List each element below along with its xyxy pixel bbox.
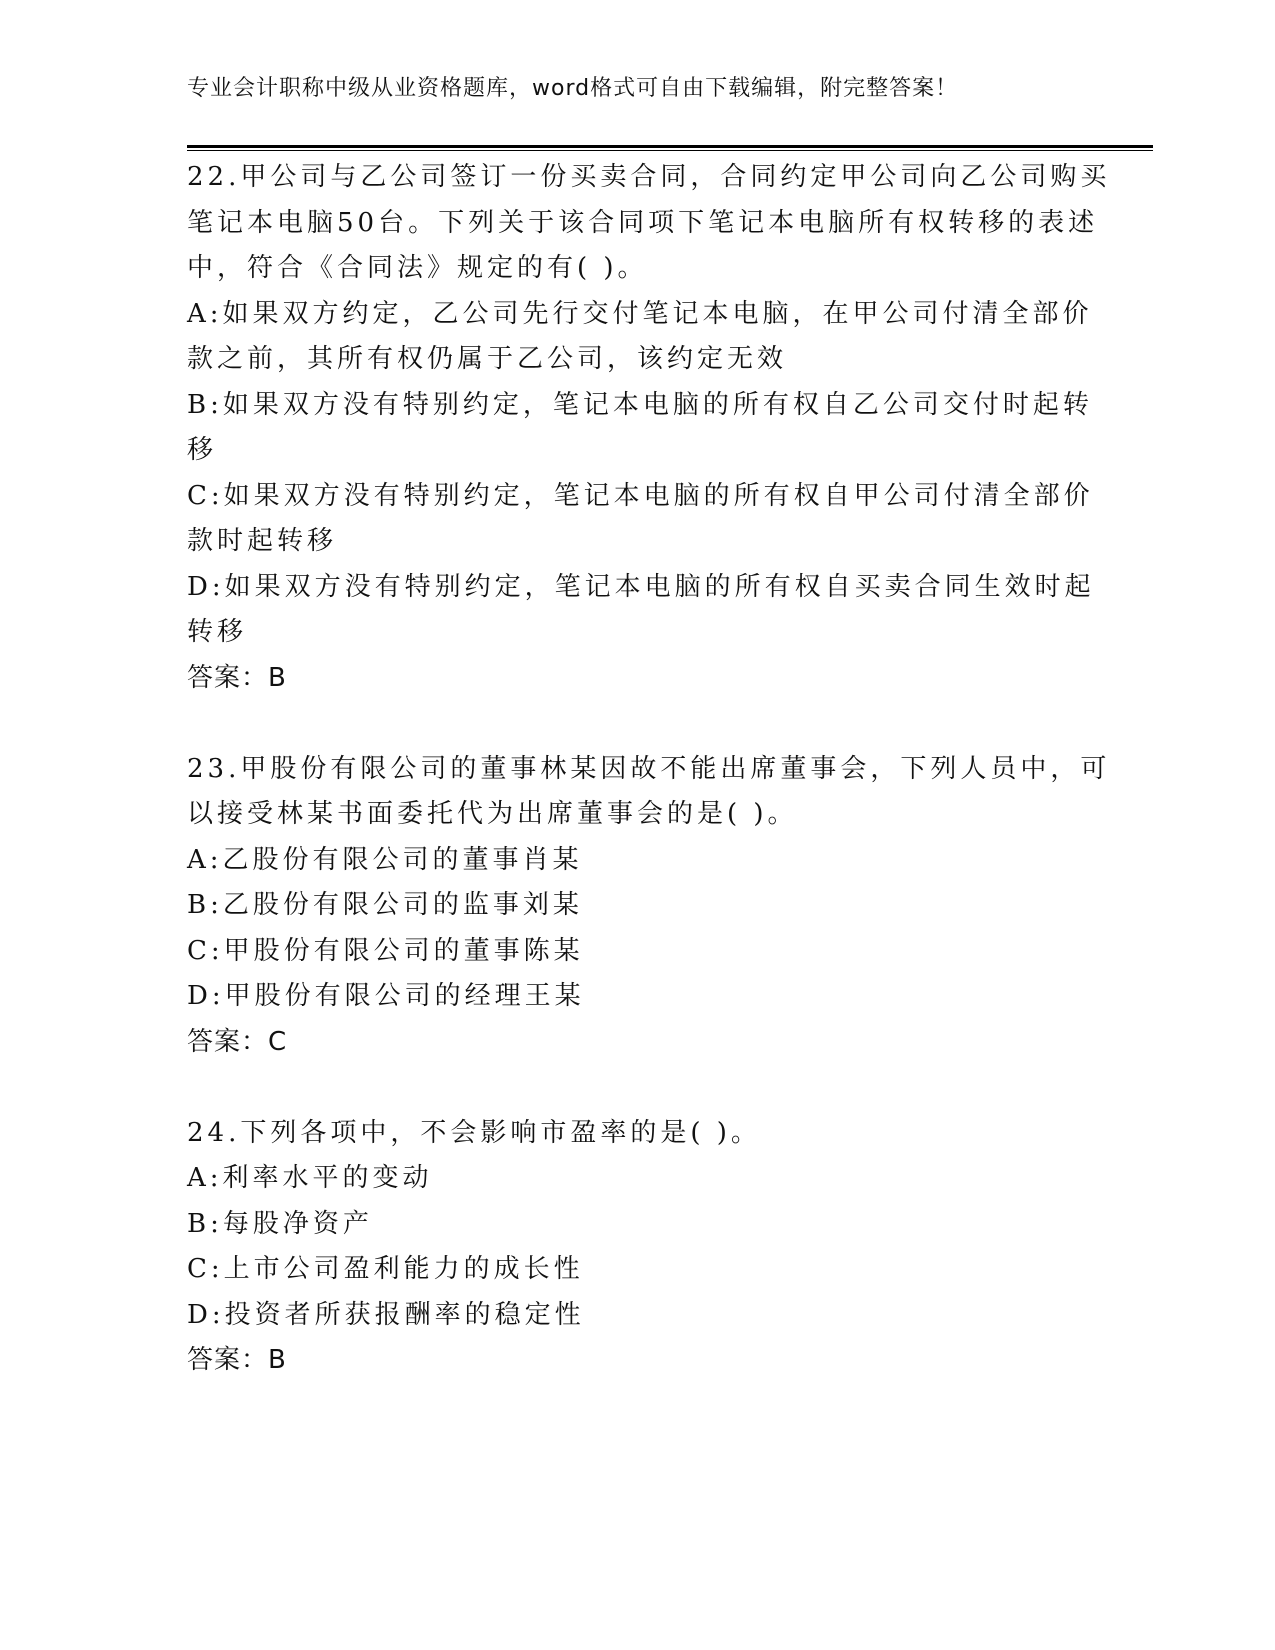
question-stem-line: 以接受林某书面委托代为出席董事会的是( )。 <box>187 799 798 829</box>
question-spacer <box>187 1065 1087 1111</box>
option-b-line: 移 <box>187 435 218 465</box>
option-c-line: C:如果双方没有特别约定，笔记本电脑的所有权自甲公司付清全部价 <box>187 480 1094 511</box>
option-b-line: B:每股净资产 <box>187 1208 373 1239</box>
header-rule-thick <box>187 145 1153 148</box>
page-header: 专业会计职称中级从业资格题库，word格式可自由下载编辑，附完整答案！ <box>187 76 959 101</box>
question-list <box>187 155 1111 1384</box>
answer-label: 答案：B <box>187 662 287 693</box>
option-c-line: C:上市公司盈利能力的成长性 <box>187 1254 584 1284</box>
option-a-line: A:如果双方约定，乙公司先行交付笔记本电脑，在甲公司付清全部价 <box>187 298 1093 329</box>
question-spacer <box>187 701 1087 747</box>
question-22 <box>187 155 1111 701</box>
option-d-line: 转移 <box>187 617 248 647</box>
question-stem-line: 23.甲股份有限公司的董事林某因故不能出席董事会，下列人员中，可 <box>187 753 1111 784</box>
question-24 <box>187 1111 1087 1384</box>
option-d-line: D:甲股份有限公司的经理王某 <box>187 981 585 1011</box>
option-c-line: 款时起转移 <box>187 526 338 556</box>
question-stem-line: 22.甲公司与乙公司签订一份买卖合同，合同约定甲公司向乙公司购买 <box>187 162 1111 192</box>
question-stem-line: 中，符合《合同法》规定的有( )。 <box>187 253 648 283</box>
question-stem-line: 笔记本电脑50台。下列关于该合同项下笔记本电脑所有权转移的表述 <box>187 207 1099 238</box>
option-c-line: C:甲股份有限公司的董事陈某 <box>187 935 584 966</box>
header-rule-thin <box>187 150 1153 151</box>
option-d-line: D:如果双方没有特别约定，笔记本电脑的所有权自买卖合同生效时起 <box>187 571 1095 602</box>
option-d-line: D:投资者所获报酬率的稳定性 <box>187 1299 585 1330</box>
question-23 <box>187 747 1111 1066</box>
option-a-line: 款之前，其所有权仍属于乙公司，该约定无效 <box>187 344 788 374</box>
option-a-line: A:利率水平的变动 <box>187 1163 433 1193</box>
answer-label: 答案：C <box>187 1026 288 1057</box>
option-b-line: B:乙股份有限公司的监事刘某 <box>187 890 583 920</box>
question-stem-line: 24.下列各项中，不会影响市盈率的是( )。 <box>187 1117 761 1148</box>
answer-label: 答案：B <box>187 1345 287 1375</box>
option-b-line: B:如果双方没有特别约定，笔记本电脑的所有权自乙公司交付时起转 <box>187 389 1093 420</box>
option-a-line: A:乙股份有限公司的董事肖某 <box>187 844 583 875</box>
